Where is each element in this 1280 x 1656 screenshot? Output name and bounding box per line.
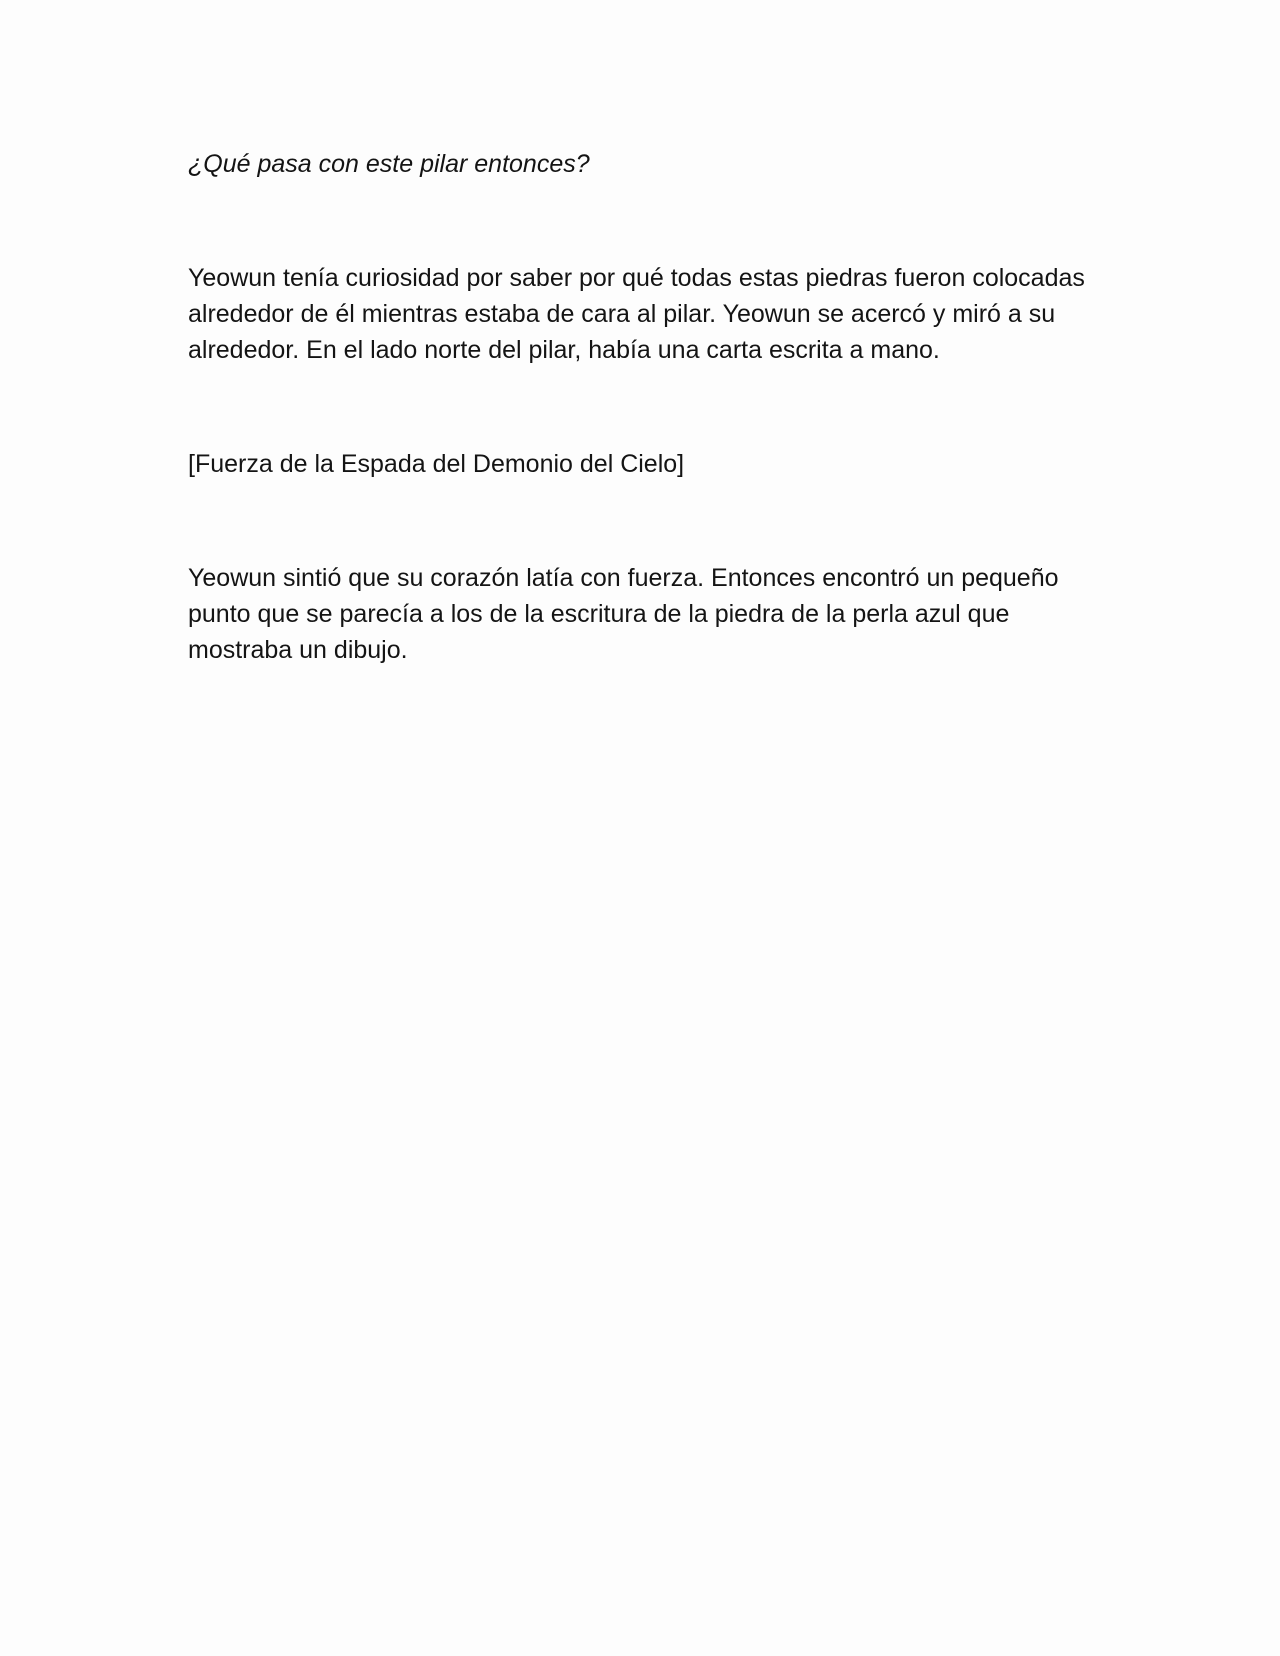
narrative-paragraph: Yeowun sintió que su corazón latía con fuerza. Entonces encontró un pequeño punto que se parecía a los de la escritura de la piedra de la perla azul que mostraba un dibujo. <box>188 564 1059 664</box>
paragraph-spacer <box>188 482 1108 560</box>
paragraph-spacer <box>188 368 1108 446</box>
italic-thought-paragraph: ¿Qué pasa con este pilar entonces? <box>188 150 590 178</box>
bracketed-title-paragraph: [Fuerza de la Espada del Demonio del Cielo] <box>188 450 685 478</box>
document-body <box>188 146 1108 668</box>
narrative-paragraph: Yeowun tenía curiosidad por saber por qué todas estas piedras fueron colocadas alrededor de él mientras estaba de cara al pilar. Yeowun se acercó y miró a su alrededor. En el lado norte del pilar, había una carta escrita a mano. <box>188 264 1085 364</box>
paragraph-spacer <box>188 182 1108 260</box>
